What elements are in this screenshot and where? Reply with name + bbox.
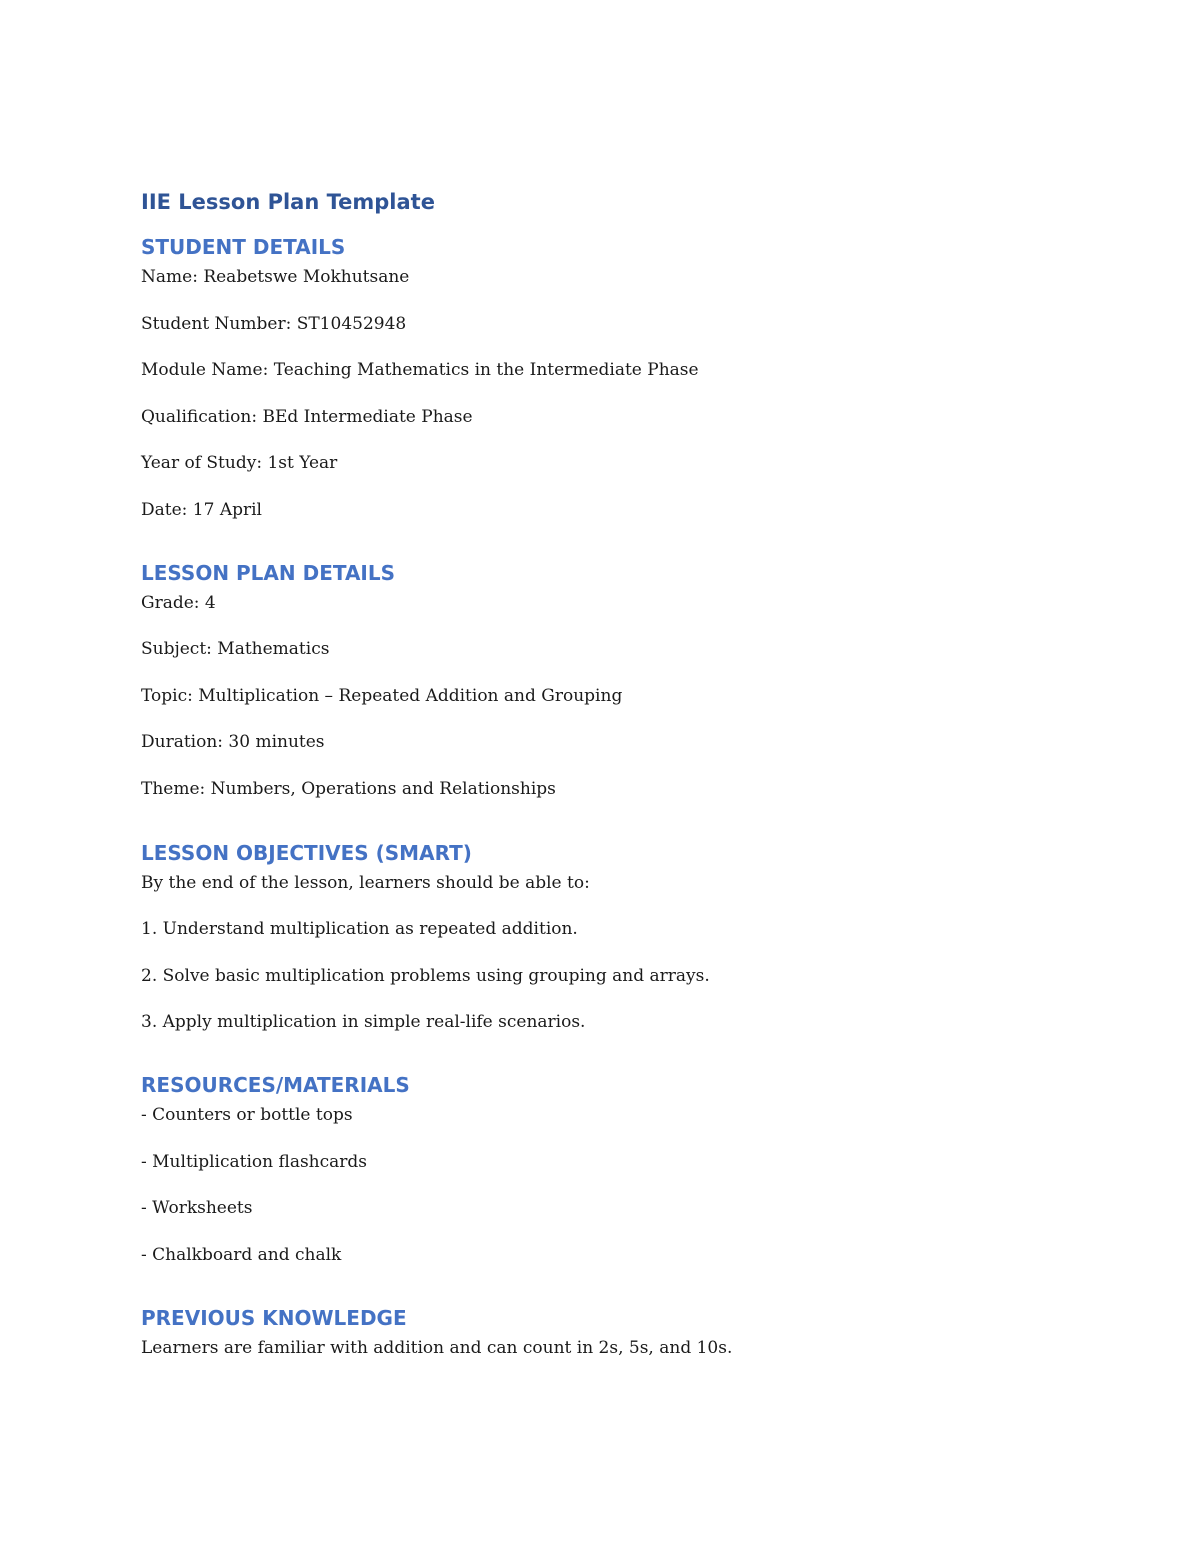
section-heading: LESSON PLAN DETAILS (141, 560, 396, 585)
subject-line: Subject: Mathematics (141, 639, 330, 659)
document-title: IIE Lesson Plan Template (141, 190, 435, 214)
resource-item: - Chalkboard and chalk (141, 1244, 342, 1265)
duration-line: Duration: 30 minutes (141, 732, 325, 752)
objective-item: 3. Apply multiplication in simple real-life scenarios. (141, 1012, 586, 1032)
student-name-line: Name: Reabetswe Mokhutsane (141, 267, 410, 287)
section-lesson-plan-details (141, 558, 1041, 804)
section-previous-knowledge (141, 1303, 1041, 1363)
section-heading: STUDENT DETAILS (141, 235, 346, 259)
section-resources-materials (141, 1070, 1041, 1270)
year-of-study-line: Year of Study: 1st Year (141, 453, 338, 473)
objective-item: 2. Solve basic multiplication problems using grouping and arrays. (141, 965, 710, 986)
section-heading: PREVIOUS KNOWLEDGE (141, 1305, 407, 1330)
document-page (141, 186, 1041, 1363)
section-heading: LESSON OBJECTIVES (SMART) (141, 840, 472, 865)
grade-line: Grade: 4 (141, 592, 216, 613)
theme-line: Theme: Numbers, Operations and Relationships (141, 778, 556, 799)
previous-knowledge-line: Learners are familiar with addition and can count in 2s, 5s, and 10s. (141, 1337, 733, 1358)
module-name-line: Module Name: Teaching Mathematics in the Intermediate Phase (141, 360, 699, 380)
objective-item: 1. Understand multiplication as repeated addition. (141, 919, 578, 939)
date-line: Date: 17 April (141, 499, 262, 520)
objectives-intro-line: By the end of the lesson, learners should be able to: (141, 872, 590, 893)
section-lesson-objectives (141, 838, 1041, 1038)
section-heading: RESOURCES/MATERIALS (141, 1073, 410, 1097)
resource-item: - Worksheets (141, 1198, 253, 1218)
resource-item: - Multiplication flashcards (141, 1151, 368, 1172)
student-number-line: Student Number: ST10452948 (141, 313, 407, 334)
resource-item: - Counters or bottle tops (141, 1105, 353, 1125)
section-student-details (141, 232, 1041, 525)
topic-line: Topic: Multiplication – Repeated Addition and Grouping (141, 685, 623, 706)
qualification-line: Qualification: BEd Intermediate Phase (141, 406, 473, 427)
